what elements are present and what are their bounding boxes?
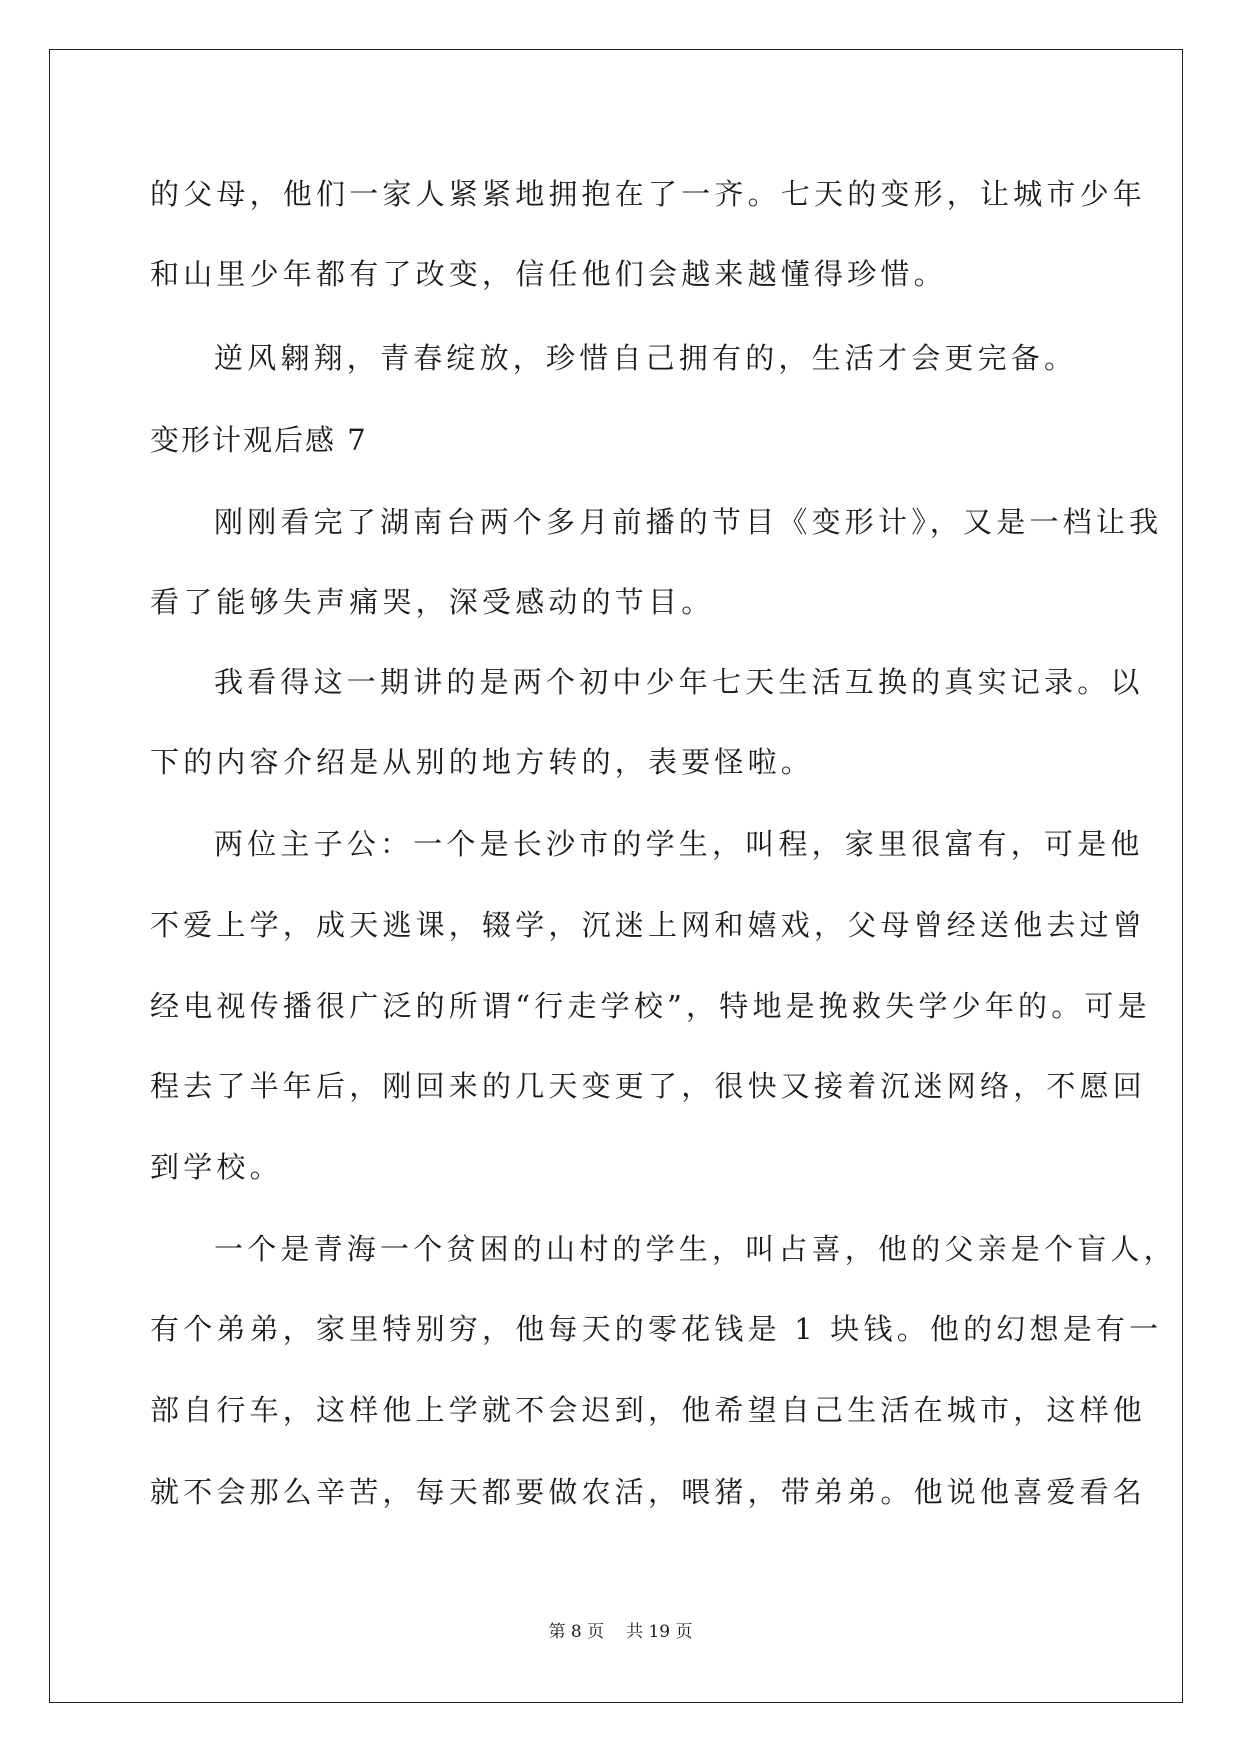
paragraph-line: 我看得这一期讲的是两个初中少年七天生活互换的真实记录。以 (214, 665, 1144, 699)
paragraph-line: 不爱上学，成天逃课，辍学，沉迷上网和嬉戏，父母曾经送他去过曾 (150, 908, 1147, 942)
paragraph-line: 一个是青海一个贫困的山村的学生，叫占喜，他的父亲是个盲人， (214, 1232, 1177, 1266)
page-number: 第 8 页 (548, 1622, 605, 1642)
paragraph-line: 就不会那么辛苦，每天都要做农活，喂猪，带弟弟。他说他喜爱看名 (150, 1475, 1147, 1509)
paragraph-line: 的父母，他们一家人紧紧地拥抱在了一齐。七天的变形，让城市少年 (150, 177, 1147, 211)
paragraph-line: 两位主子公：一个是长沙市的学生，叫程，家里很富有，可是他 (214, 827, 1144, 861)
page-frame (49, 49, 1183, 1703)
paragraph-line: 逆风翱翔，青春绽放，珍惜自己拥有的，生活才会更完备。 (214, 341, 1078, 375)
paragraph-line: 到学校。 (150, 1150, 283, 1184)
paragraph-line: 和山里少年都有了改变，信任他们会越来越懂得珍惜。 (150, 257, 947, 291)
section-heading: 变形计观后感 7 (150, 423, 368, 457)
page-total: 共 19 页 (626, 1622, 693, 1642)
paragraph-line: 刚刚看完了湖南台两个多月前播的节目《变形计》，又是一档让我 (214, 505, 1163, 539)
paragraph-line: 经电视传播很广泛的所谓“行走学校”，特地是挽救失学少年的。可是 (150, 989, 1151, 1023)
paragraph-line: 程去了半年后，刚回来的几天变更了，很快又接着沉迷网络，不愿回 (150, 1069, 1147, 1103)
paragraph-line: 部自行车，这样他上学就不会迟到，他希望自己生活在城市，这样他 (150, 1393, 1147, 1427)
page-footer (0, 1617, 1241, 1642)
paragraph-line: 有个弟弟，家里特别穷，他每天的零花钱是 1 块钱。他的幻想是有一 (150, 1312, 1163, 1346)
paragraph-line: 下的内容介绍是从别的地方转的，表要怪啦。 (150, 745, 815, 779)
paragraph-line: 看了能够失声痛哭，深受感动的节目。 (150, 585, 715, 619)
